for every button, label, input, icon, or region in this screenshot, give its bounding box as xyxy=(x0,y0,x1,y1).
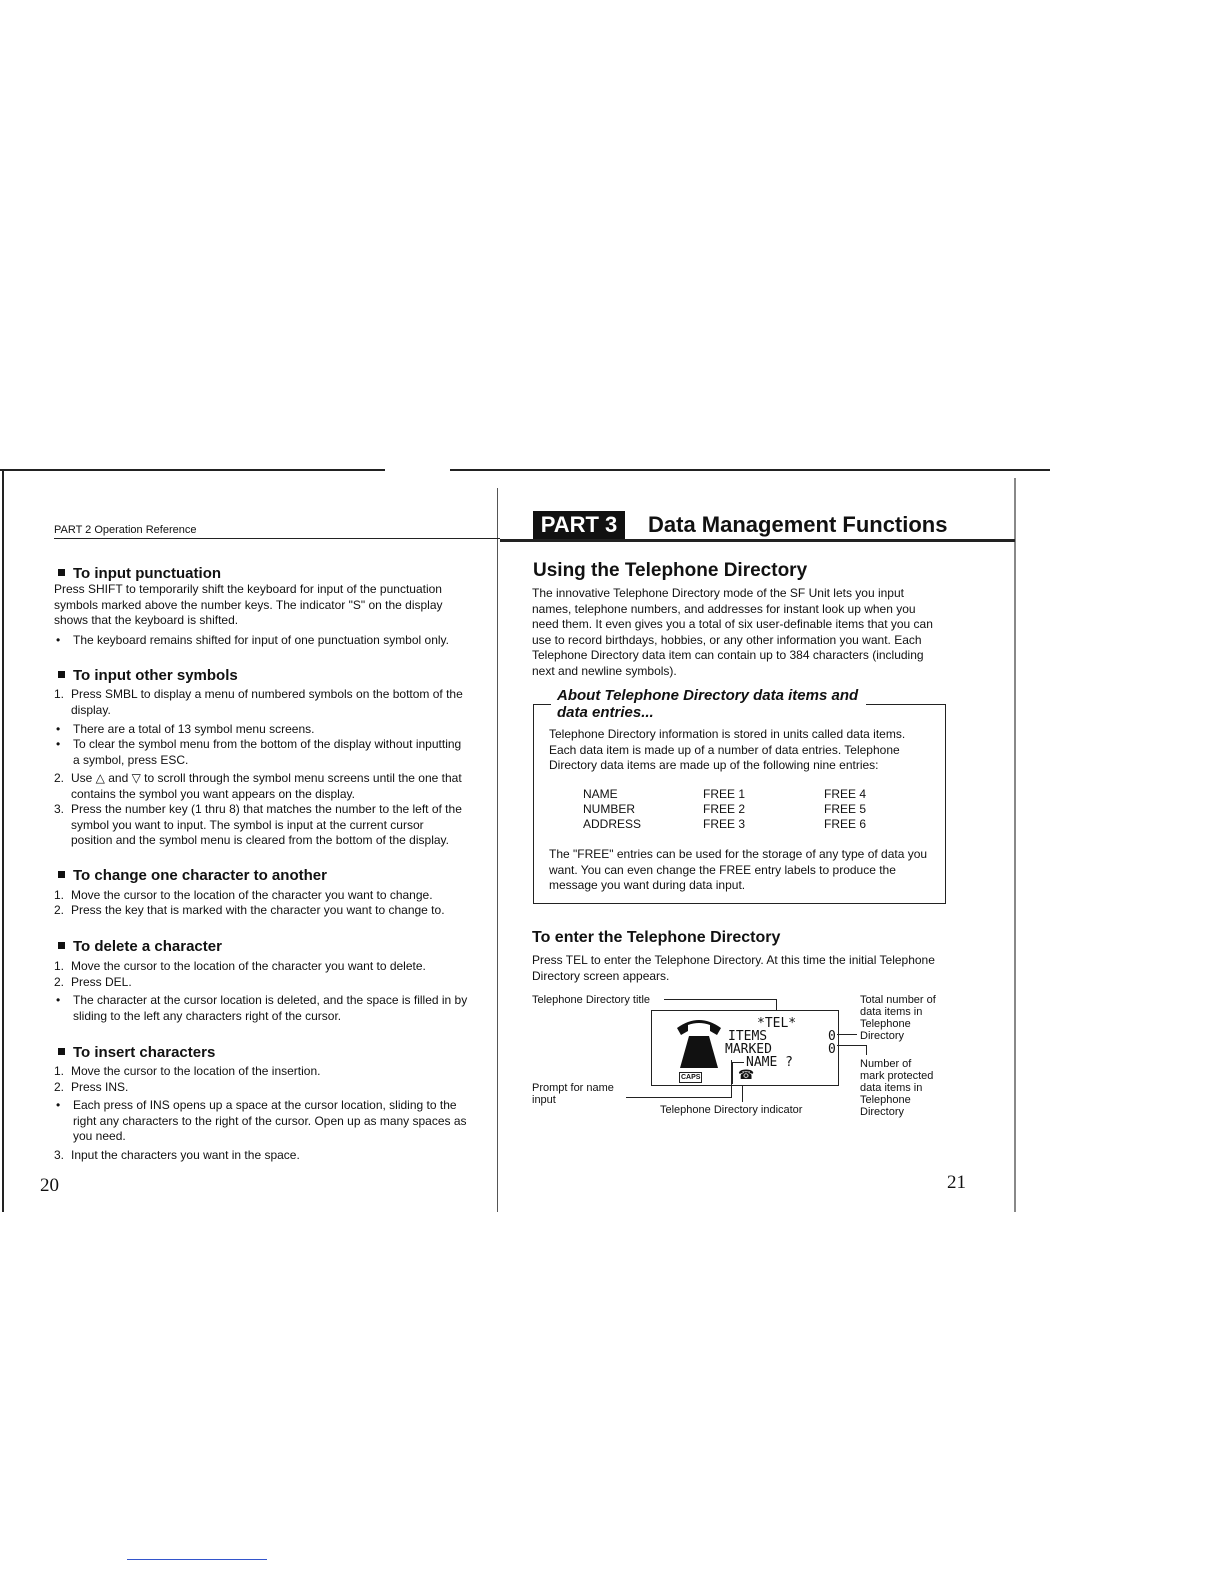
telephone-indicator-icon: ☎ xyxy=(738,1067,755,1082)
left-header-rule xyxy=(54,538,500,539)
box-top-rule-left xyxy=(533,704,551,705)
section-title-insert-characters: To insert characters xyxy=(58,1044,215,1061)
right-edge xyxy=(1014,478,1016,1212)
screen-prompt: NAME ? xyxy=(746,1055,793,1070)
section-para: Press SHIFT to temporarily shift the keyboard for input of the punctuation symbols marked above the number keys. The indicator "S" on the display shows that the keyboard is shifted. xyxy=(54,582,443,627)
list-item: 2. Press INS. xyxy=(54,1080,129,1094)
table-row: NUMBER FREE 2 FREE 5 xyxy=(583,802,867,816)
label-directory-title: Telephone Directory title xyxy=(532,994,651,1006)
list-item: 1. Press SMBL to display a menu of numbered symbols on the bottom of the display. xyxy=(54,687,463,717)
section-title-delete-character: To delete a character xyxy=(58,938,222,955)
list-item: 2. Press the key that is marked with the character you want to change to. xyxy=(54,903,445,917)
box-top-rule-right xyxy=(866,704,945,705)
prompt-bracket xyxy=(732,1062,733,1084)
caps-indicator: CAPS xyxy=(681,1074,701,1081)
list-item: • Each press of INS opens up a space at the cursor location, sliding to the right any characters to the right of the cursor. Open up as many spaces as you need. xyxy=(56,1098,467,1143)
leader-line xyxy=(664,999,777,1000)
screen-items-value: 0 xyxy=(828,1029,836,1044)
screen-items-label: ITEMS xyxy=(728,1029,768,1044)
section-title-change-character: To change one character to another xyxy=(58,867,327,884)
section-para: Press TEL to enter the Telephone Directory. At this time the initial Telephone Directory screen appears. xyxy=(532,953,935,983)
label-prompt: Prompt for name input xyxy=(532,1082,614,1106)
screen-marked-label: MARKED xyxy=(725,1042,772,1057)
part-badge: PART 3 xyxy=(533,511,625,539)
prompt-bracket xyxy=(732,1062,744,1063)
top-rule-right xyxy=(450,469,1050,471)
right-header-rule xyxy=(500,539,1015,542)
bottom-blue-rule xyxy=(127,1559,267,1560)
leader-line xyxy=(837,1045,867,1046)
section-title-using-directory: Using the Telephone Directory xyxy=(533,560,808,581)
list-item: • The keyboard remains shifted for input of one punctuation symbol only. xyxy=(56,633,449,647)
left-page-header: PART 2 Operation Reference xyxy=(54,524,197,536)
leader-line xyxy=(742,1085,743,1102)
telephone-icon xyxy=(674,1014,724,1070)
list-item: • To clear the symbol menu from the bottom of the display without inputting a symbol, press ESC. xyxy=(56,737,462,767)
list-item: 1. Move the cursor to the location of the insertion. xyxy=(54,1064,321,1078)
section-title-input-symbols: To input other symbols xyxy=(58,667,238,684)
label-directory-indicator: Telephone Directory indicator xyxy=(660,1104,803,1116)
list-item: 1. Move the cursor to the location of the character you want to delete. xyxy=(54,959,426,973)
leader-line xyxy=(626,1097,732,1098)
list-item: • There are a total of 13 symbol menu screens. xyxy=(56,722,315,736)
section-title-input-punctuation: To input punctuation xyxy=(58,565,221,582)
screen-title: *TEL* xyxy=(757,1016,797,1031)
part-title: Data Management Functions xyxy=(648,512,948,537)
info-box-title: About Telephone Directory data items and data entries... xyxy=(553,687,862,721)
top-rule-left xyxy=(0,469,385,471)
list-item: 2. Use △ and ▽ to scroll through the symbol menu screens until the one that contains the symbol you want appears on the display. xyxy=(54,771,462,801)
list-item: 1. Move the cursor to the location of the character you want to change. xyxy=(54,888,433,902)
label-total-items: Total number of data items in Telephone Directory xyxy=(860,994,936,1042)
section-para: The innovative Telephone Directory mode of the SF Unit lets you input names, telephone numbers, and addresses for instant look up when you need them. It even gives you a total of six user-definable items that you can use to record birthdays, hobbies, or any other information you want. Each Telephone Directory data item can contain up to 384 characters (including next and newline symbols). xyxy=(532,586,933,678)
spine-line xyxy=(497,488,498,1212)
table-row: NAME FREE 1 FREE 4 xyxy=(583,787,867,801)
info-box-para: Telephone Directory information is stored in units called data items. Each data item is made up of a number of data entries. Telephone Directory data items are made up of the following nine entries: xyxy=(549,727,906,772)
page-number-left: 20 xyxy=(40,1175,59,1196)
list-item: • The character at the cursor location is deleted, and the space is filled in by sliding to the left any characters right of the cursor. xyxy=(56,993,468,1023)
leader-line xyxy=(837,1034,857,1035)
leader-line xyxy=(731,1060,732,1098)
section-title-enter-directory: To enter the Telephone Directory xyxy=(532,929,781,946)
entries-table xyxy=(583,787,903,832)
list-item: 3. Press the number key (1 thru 8) that matches the number to the left of the symbol you want to input. The symbol is input at the current cursor position and the symbol menu is cleared from the bottom of the display. xyxy=(54,802,462,847)
list-item: 3. Input the characters you want in the space. xyxy=(54,1148,300,1162)
left-edge xyxy=(2,470,4,1212)
screen-marked-value: 0 xyxy=(828,1042,836,1057)
page-number-right: 21 xyxy=(947,1172,966,1193)
leader-line xyxy=(866,1045,867,1055)
lcd-screen xyxy=(651,1010,839,1086)
label-marked-items: Number of mark protected data items in Telephone Directory xyxy=(860,1058,934,1118)
info-box-para: The "FREE" entries can be used for the storage of any type of data you want. You can even change the FREE entry labels to produce the message you want during data input. xyxy=(549,847,928,892)
list-item: 2. Press DEL. xyxy=(54,975,132,989)
table-row: ADDRESS FREE 3 FREE 6 xyxy=(583,817,867,831)
